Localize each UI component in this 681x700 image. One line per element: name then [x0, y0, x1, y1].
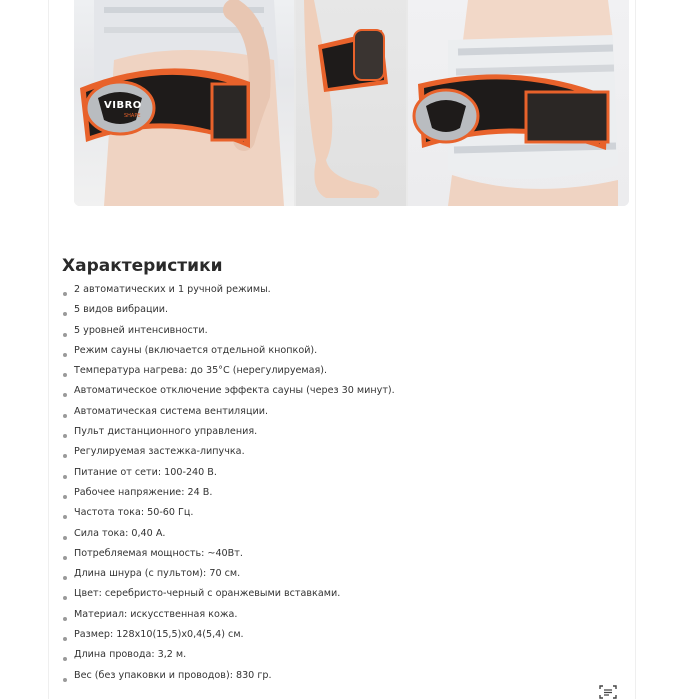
belt-calf-illustration [296, 0, 406, 206]
list-item: Частота тока: 50-60 Гц. [62, 507, 395, 527]
belt-hips-illustration [408, 0, 629, 206]
list-item: 2 автоматических и 1 ручной режимы. [62, 284, 395, 304]
list-item: Длина провода: 3,2 м. [62, 649, 395, 669]
list-item: Размер: 128х10(15,5)х0,4(5,4) см. [62, 629, 395, 649]
product-photo-gallery[interactable] [74, 0, 629, 206]
product-photo-thighs[interactable] [74, 0, 294, 206]
product-photo-hips[interactable] [408, 0, 629, 206]
list-item: Потребляемая мощность: ~40Вт. [62, 548, 395, 568]
belt-thighs-illustration [74, 0, 294, 206]
list-item: 5 видов вибрации. [62, 304, 395, 324]
list-item: Температура нагрева: до 35°С (нерегулируемая). [62, 365, 395, 385]
scan-text-button[interactable] [598, 684, 618, 700]
list-item: Автоматическая система вентиляции. [62, 406, 395, 426]
brand-logo-sub: SHAPE [124, 113, 141, 119]
list-item: Режим сауны (включается отдельной кнопкой). [62, 345, 395, 365]
list-item: Регулируемая застежка-липучка. [62, 446, 395, 466]
specs-list [62, 284, 395, 690]
list-item: 5 уровней интенсивности. [62, 325, 395, 345]
list-item: Пульт дистанционного управления. [62, 426, 395, 446]
brand-logo-text: VIBRO [104, 100, 142, 111]
list-item: Цвет: серебристо-черный с оранжевыми вставками. [62, 588, 395, 608]
list-item: Материал: искусственная кожа. [62, 609, 395, 629]
characteristics-heading: Характеристики [62, 256, 223, 277]
list-item: Длина шнура (с пультом): 70 см. [62, 568, 395, 588]
product-photo-calf[interactable] [296, 0, 406, 206]
list-item: Автоматическое отключение эффекта сауны (через 30 минут). [62, 385, 395, 405]
list-item: Питание от сети: 100-240 В. [62, 467, 395, 487]
scan-text-icon [599, 685, 617, 699]
list-item: Рабочее напряжение: 24 В. [62, 487, 395, 507]
list-item: Вес (без упаковки и проводов): 830 гр. [62, 670, 395, 690]
list-item: Сила тока: 0,40 А. [62, 528, 395, 548]
